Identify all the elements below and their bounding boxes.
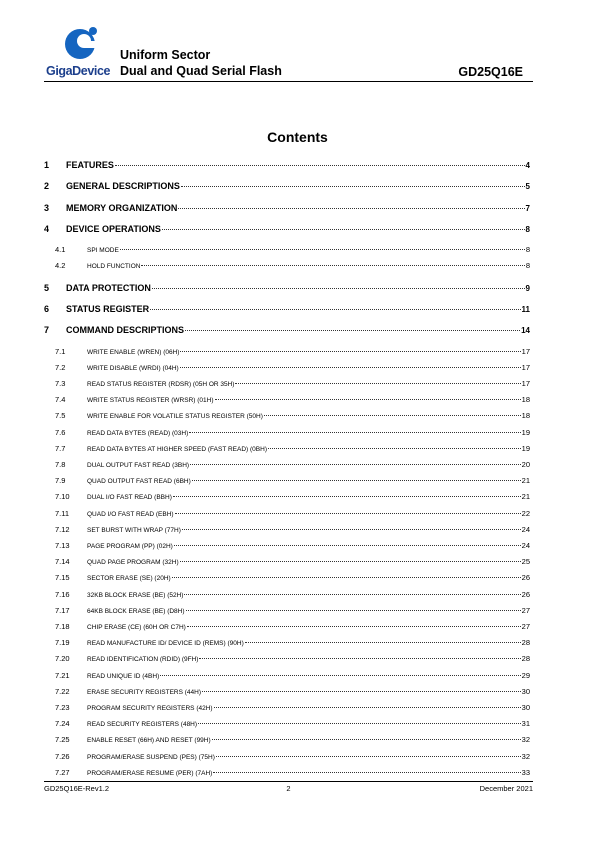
toc-leader-dots — [180, 561, 521, 562]
toc-entry-number: 7.9 — [55, 476, 66, 486]
toc-entry-title: SET BURST WITH WRAP (77H) — [87, 526, 181, 534]
toc-entry-page: 9 — [525, 283, 530, 293]
toc-entry-chapter[interactable] — [44, 181, 530, 191]
toc-leader-dots — [120, 249, 525, 250]
toc-entry-section[interactable] — [44, 428, 530, 437]
toc-leader-dots — [264, 415, 521, 416]
toc-entry-section[interactable] — [44, 719, 530, 728]
toc-entry-number: 7.18 — [55, 622, 70, 631]
toc-entry-number: 4.2 — [55, 261, 66, 271]
toc-entry-title: STATUS REGISTER — [66, 304, 150, 314]
toc-entry-title: WRITE ENABLE FOR VOLATILE STATUS REGISTER (50H) — [87, 413, 263, 421]
toc-entry-title: SECTOR ERASE (SE) (20H) — [87, 575, 171, 583]
toc-entry-number: 3 — [44, 202, 50, 213]
part-number: GD25Q16E — [458, 65, 523, 79]
toc-entry-section[interactable] — [44, 687, 530, 696]
toc-entry-chapter[interactable] — [44, 325, 530, 335]
toc-leader-dots — [186, 610, 521, 611]
toc-entry-section[interactable] — [44, 735, 530, 744]
toc-entry-page: 22 — [521, 508, 530, 518]
toc-leader-dots — [175, 513, 521, 514]
toc-leader-dots — [189, 432, 520, 433]
toc-entry-number: 7.19 — [55, 638, 70, 648]
toc-leader-dots — [192, 480, 521, 481]
toc-entry-title: MEMORY ORGANIZATION — [66, 202, 178, 213]
toc-entry-number: 7.8 — [55, 460, 66, 469]
footer-divider — [44, 781, 533, 782]
toc-entry-title: ENABLE RESET (66H) AND RESET (99H) — [87, 737, 211, 745]
toc-entry-number: 7.4 — [55, 395, 66, 405]
toc-entry-title: FEATURES — [66, 160, 114, 170]
toc-entry-title: SPI MODE — [87, 247, 119, 255]
toc-leader-dots — [213, 772, 520, 773]
toc-entry-title: COMMAND DESCRIPTIONS — [66, 325, 185, 336]
footer-page-number: 2 — [286, 784, 291, 793]
toc-entry-page: 21 — [521, 476, 530, 486]
toc-leader-dots — [172, 577, 521, 578]
toc-entry-title: 32KB BLOCK ERASE (BE) (52H) — [87, 591, 184, 599]
toc-leader-dots — [180, 351, 520, 352]
toc-leader-dots — [152, 288, 525, 289]
toc-entry-number: 4 — [44, 223, 50, 234]
toc-entry-number: 7.13 — [55, 541, 70, 550]
toc-entry-title: READ STATUS REGISTER (RDSR) (05H OR 35H) — [87, 381, 235, 388]
toc-leader-dots — [245, 642, 521, 643]
toc-entry-section[interactable] — [44, 261, 530, 270]
toc-leader-dots — [150, 309, 520, 310]
toc-entry-page: 20 — [521, 460, 530, 469]
toc-entry-number: 7.5 — [55, 411, 66, 421]
toc-leader-dots — [212, 739, 521, 740]
toc-entry-title: PAGE PROGRAM (PP) (02H) — [87, 543, 173, 550]
toc-entry-page: 29 — [521, 670, 530, 680]
toc-entry-section[interactable] — [44, 460, 530, 469]
toc-entry-section[interactable] — [44, 654, 530, 663]
toc-entry-number: 7 — [44, 325, 50, 336]
toc-entry-title: CHIP ERASE (CE) (60H OR C7H) — [87, 624, 186, 631]
toc-entry-section[interactable] — [44, 622, 530, 631]
toc-entry-page: 31 — [521, 719, 530, 729]
toc-entry-title: 64KB BLOCK ERASE (BE) (D8H) — [87, 607, 185, 615]
toc-entry-page: 18 — [521, 395, 530, 405]
toc-entry-number: 7.24 — [55, 719, 70, 729]
toc-entry-title: READ DATA BYTES AT HIGHER SPEED (FAST READ) (0BH) — [87, 445, 267, 453]
toc-leader-dots — [184, 594, 520, 595]
toc-entry-page: 32 — [521, 735, 530, 745]
toc-leader-dots — [178, 208, 524, 209]
toc-entry-title: ERASE SECURITY REGISTERS (44H) — [87, 688, 202, 696]
footer-revision: GD25Q16E-Rev1.2 — [44, 784, 110, 793]
toc-entry-page: 24 — [521, 541, 530, 550]
toc-entry-number: 7.1 — [55, 346, 66, 356]
toc-leader-dots — [141, 265, 524, 266]
toc-entry-number: 7.10 — [55, 492, 70, 502]
toc-leader-dots — [173, 496, 521, 497]
toc-entry-page: 18 — [521, 411, 530, 421]
toc-entry-page: 19 — [521, 443, 530, 453]
toc-entry-page: 30 — [521, 686, 530, 696]
toc-entry-page: 32 — [521, 751, 530, 761]
toc-entry-title: READ SECURITY REGISTERS (48H) — [87, 721, 198, 729]
toc-entry-section[interactable] — [44, 509, 530, 518]
toc-leader-dots — [115, 165, 525, 166]
toc-leader-dots — [160, 675, 520, 676]
toc-entry-section[interactable] — [44, 557, 530, 566]
toc-entry-title: WRITE STATUS REGISTER (WRSR) (01H) — [87, 397, 214, 405]
toc-entry-title: PROGRAM SECURITY REGISTERS (42H) — [87, 705, 213, 712]
toc-entry-number: 6 — [44, 304, 50, 314]
toc-entry-title: READ MANUFACTURE ID/ DEVICE ID (REMS) (90H) — [87, 640, 244, 648]
toc-leader-dots — [162, 229, 525, 230]
toc-entry-number: 1 — [44, 160, 50, 170]
toc-entry-page: 26 — [521, 573, 530, 583]
toc-entry-page: 7 — [525, 203, 530, 213]
toc-entry-title: DEVICE OPERATIONS — [66, 223, 161, 234]
toc-entry-title: QUAD OUTPUT FAST READ (6BH) — [87, 478, 191, 486]
toc-entry-page: 11 — [521, 305, 530, 314]
toc-entry-title: DATA PROTECTION — [66, 282, 151, 293]
footer-date: December 2021 — [479, 784, 533, 793]
toc-entry-number: 7.23 — [55, 703, 70, 712]
toc-leader-dots — [199, 658, 520, 659]
toc-entry-page: 14 — [521, 326, 530, 336]
toc-entry-section[interactable] — [44, 638, 530, 647]
toc-entry-title: READ DATA BYTES (READ) (03H) — [87, 429, 189, 437]
toc-entry-title: WRITE DISABLE (WRDI) (04H) — [87, 364, 179, 372]
toc-entry-number: 7.21 — [55, 670, 70, 680]
toc-leader-dots — [181, 186, 525, 187]
toc-entry-title: DUAL I/O FAST READ (BBH) — [87, 494, 172, 502]
toc-leader-dots — [235, 383, 520, 384]
toc-entry-title: READ IDENTIFICATION (RDID) (9FH) — [87, 656, 199, 664]
toc-entry-number: 7.3 — [55, 379, 66, 388]
toc-entry-chapter[interactable] — [44, 160, 530, 170]
toc-entry-section[interactable] — [44, 590, 530, 599]
toc-entry-page: 24 — [521, 524, 530, 534]
toc-entry-section[interactable] — [44, 492, 530, 501]
toc-entry-number: 7.15 — [55, 573, 70, 583]
toc-entry-page: 25 — [521, 557, 530, 567]
toc-entry-section[interactable] — [44, 363, 530, 372]
toc-entry-section[interactable] — [44, 671, 530, 680]
doc-title-line2: Dual and Quad Serial Flash — [120, 64, 282, 78]
toc-entry-section[interactable] — [44, 347, 530, 356]
toc-entry-number: 7.6 — [55, 427, 66, 437]
toc-entry-section[interactable] — [44, 573, 530, 582]
toc-leader-dots — [190, 464, 521, 465]
toc-entry-page: 17 — [521, 379, 530, 388]
toc-entry-number: 7.7 — [55, 443, 66, 453]
toc-entry-page: 27 — [521, 605, 530, 615]
logo-text: GigaDevice — [46, 64, 111, 78]
toc-leader-dots — [268, 448, 521, 449]
toc-entry-section[interactable] — [44, 752, 530, 761]
gigadevice-logo-icon — [64, 26, 100, 62]
toc-entry-page: 17 — [521, 362, 530, 372]
toc-entry-page: 8 — [525, 245, 530, 255]
page-header — [44, 26, 533, 82]
toc-entry-page: 26 — [521, 589, 530, 599]
toc-entry-number: 7.12 — [55, 524, 70, 534]
toc-entry-section[interactable] — [44, 541, 530, 550]
toc-entry-page: 33 — [521, 767, 530, 777]
toc-entry-number: 2 — [44, 181, 50, 192]
toc-entry-number: 7.25 — [55, 735, 70, 745]
toc-entry-title: GENERAL DESCRIPTIONS — [66, 181, 180, 192]
toc-entry-number: 7.2 — [55, 362, 66, 372]
toc-entry-page: 27 — [521, 622, 530, 631]
toc-entry-section[interactable] — [44, 703, 530, 712]
toc-entry-number: 7.16 — [55, 589, 70, 599]
toc-entry-number: 7.26 — [55, 751, 70, 761]
toc-entry-number: 7.22 — [55, 686, 70, 696]
toc-leader-dots — [202, 691, 521, 692]
toc-entry-page: 19 — [521, 427, 530, 437]
toc-entry-chapter[interactable] — [44, 203, 530, 213]
toc-entry-number: 5 — [44, 282, 50, 293]
toc-leader-dots — [198, 723, 521, 724]
toc-entry-title: QUAD PAGE PROGRAM (32H) — [87, 559, 179, 567]
toc-entry-page: 8 — [525, 261, 530, 271]
toc-leader-dots — [182, 529, 521, 530]
toc-leader-dots — [215, 399, 521, 400]
toc-entry-number: 7.11 — [55, 508, 70, 518]
toc-entry-section[interactable] — [44, 525, 530, 534]
toc-leader-dots — [214, 707, 521, 708]
toc-entry-section[interactable] — [44, 245, 530, 254]
gigadevice-logo — [44, 26, 116, 82]
toc-leader-dots — [180, 367, 521, 368]
toc-entry-section[interactable] — [44, 444, 530, 453]
toc-entry-page: 17 — [521, 346, 530, 356]
toc-entry-number: 7.17 — [55, 605, 70, 615]
toc-leader-dots — [185, 330, 520, 331]
page-title: Contents — [267, 129, 328, 145]
toc-entry-number: 4.1 — [55, 245, 66, 255]
toc-entry-section[interactable] — [44, 768, 530, 777]
toc-entry-page: 28 — [521, 638, 530, 648]
toc-entry-title: PROGRAM/ERASE SUSPEND (PES) (75H) — [87, 753, 215, 761]
doc-title-line1: Uniform Sector — [120, 48, 211, 62]
toc-entry-section[interactable] — [44, 606, 530, 615]
toc-entry-section[interactable] — [44, 395, 530, 404]
toc-entry-chapter[interactable] — [44, 224, 530, 234]
toc-entry-section[interactable] — [44, 379, 530, 388]
toc-entry-number: 7.20 — [55, 654, 70, 664]
toc-entry-section[interactable] — [44, 411, 530, 420]
toc-leader-dots — [174, 545, 521, 546]
toc-entry-number: 7.27 — [55, 767, 70, 777]
toc-entry-title: WRITE ENABLE (WREN) (06H) — [87, 348, 180, 356]
toc-entry-title: HOLD FUNCTION — [87, 263, 141, 271]
toc-leader-dots — [187, 626, 521, 627]
toc-entry-page: 4 — [525, 161, 530, 170]
toc-leader-dots — [216, 756, 521, 757]
header-divider — [44, 81, 533, 82]
toc-entry-number: 7.14 — [55, 557, 70, 567]
toc-entry-chapter[interactable] — [44, 304, 530, 314]
toc-entry-page: 5 — [525, 182, 530, 192]
toc-entry-page: 21 — [521, 492, 530, 502]
toc-entry-page: 8 — [525, 224, 530, 234]
toc-entry-title: DUAL OUTPUT FAST READ (3BH) — [87, 462, 190, 469]
toc-entry-title: READ UNIQUE ID (4BH) — [87, 672, 160, 680]
toc-entry-page: 28 — [521, 654, 530, 664]
toc-entry-section[interactable] — [44, 476, 530, 485]
toc-entry-page: 30 — [521, 703, 530, 712]
toc-entry-chapter[interactable] — [44, 283, 530, 293]
toc-entry-title: QUAD I/O FAST READ (EBH) — [87, 510, 174, 518]
toc-entry-title: PROGRAM/ERASE RESUME (PER) (7AH) — [87, 769, 213, 777]
